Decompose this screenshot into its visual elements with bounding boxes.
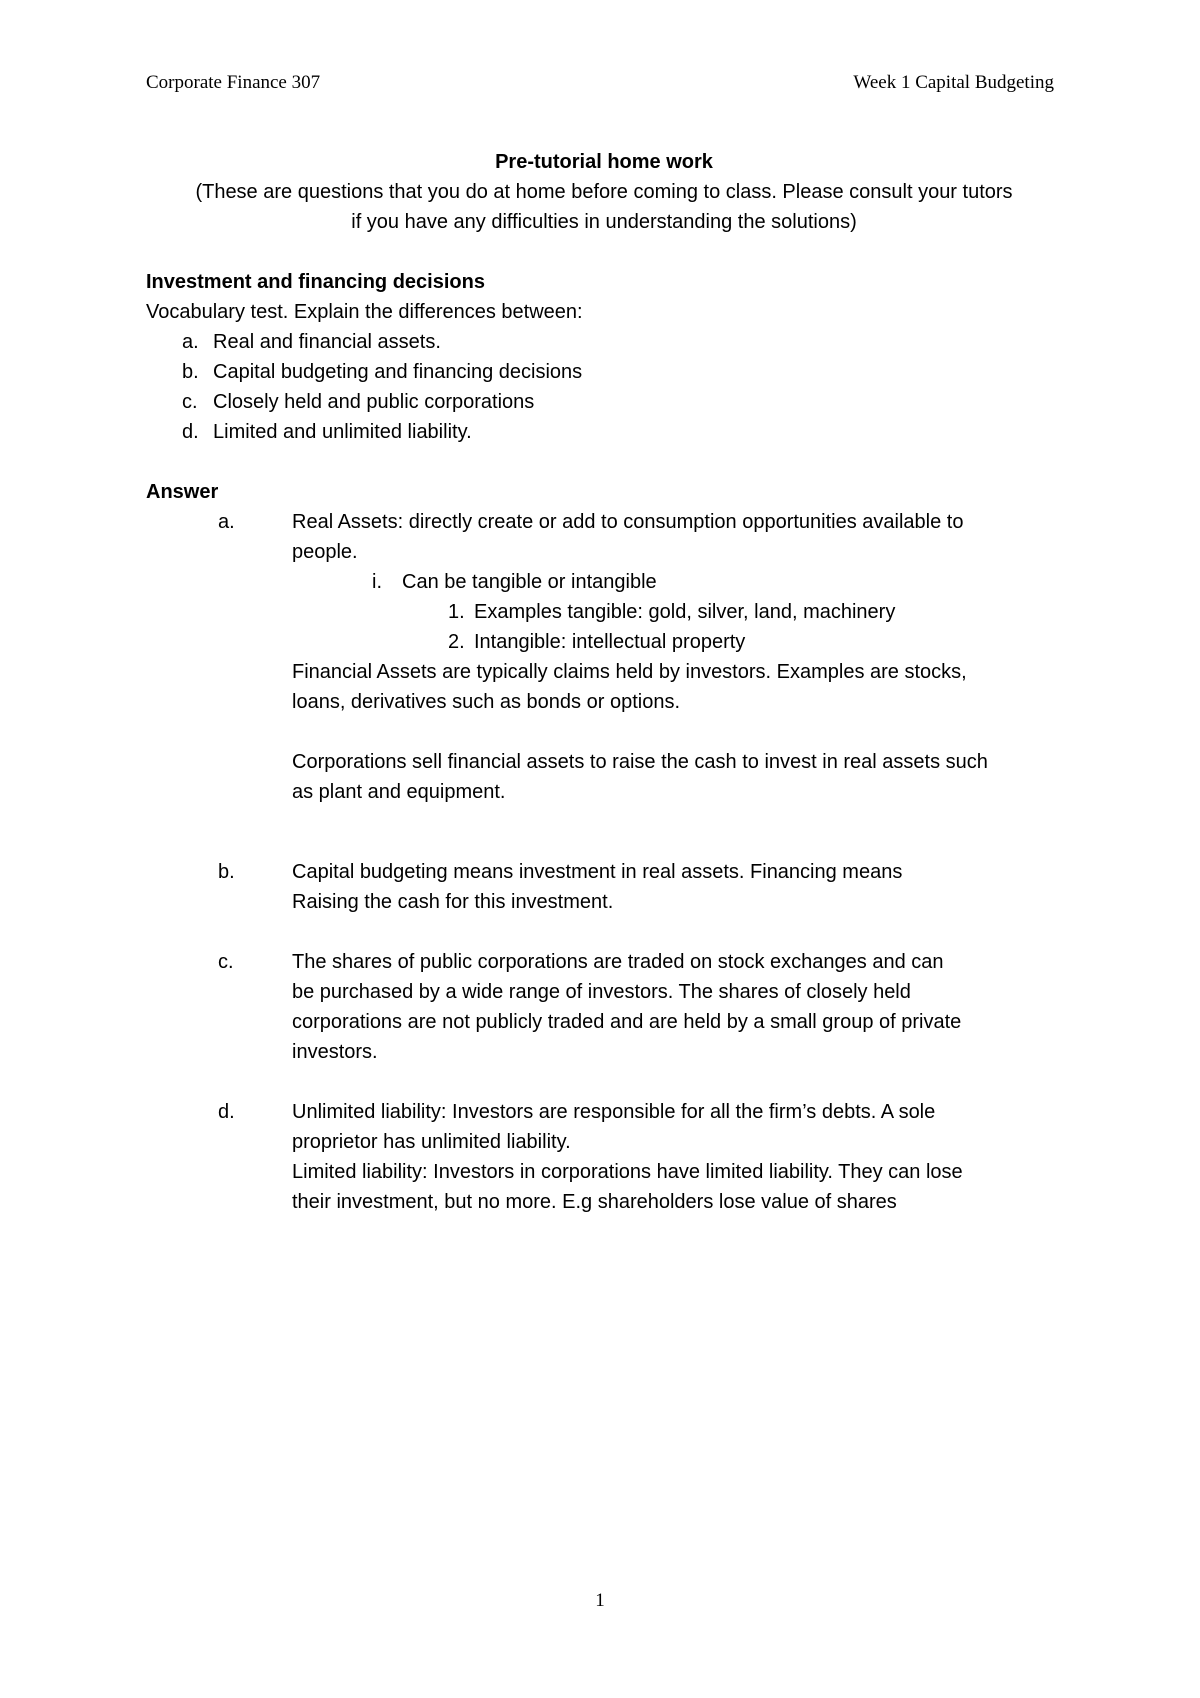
answer-a-sub-1	[146, 597, 1062, 627]
header-week: Week 1 Capital Budgeting	[853, 72, 1054, 93]
answer-a-line-2: people.	[292, 541, 358, 563]
answer-d-line-2: proprietor has unlimited liability.	[292, 1131, 571, 1153]
answer-d-line-3: Limited liability: Investors in corporations have limited liability. They can lose	[292, 1161, 963, 1183]
question-d	[146, 417, 1062, 447]
question-marker: d.	[182, 421, 199, 443]
answer-c-line-2: be purchased by a wide range of investors. The shares of closely held	[292, 981, 911, 1003]
financial-line-2: loans, derivatives such as bonds or options.	[292, 691, 680, 713]
question-a	[146, 327, 1062, 357]
answer-marker: a.	[218, 511, 235, 533]
answer-c-line-1: The shares of public corporations are traded on stock exchanges and can	[292, 951, 944, 973]
subtitle-line-2: if you have any difficulties in understanding the solutions)	[351, 211, 857, 233]
answer-b-line-2: Raising the cash for this investment.	[292, 891, 614, 913]
question-marker: c.	[182, 391, 198, 413]
sub-text: Intangible: intellectual property	[474, 631, 746, 653]
question-text: Limited and unlimited liability.	[213, 421, 472, 443]
corporations-line-1: Corporations sell financial assets to raise the cash to invest in real assets such	[292, 751, 988, 773]
answer-b-line-1: Capital budgeting means investment in real assets. Financing means	[292, 861, 903, 883]
question-text: Capital budgeting and financing decisions	[213, 361, 583, 383]
question-text: Closely held and public corporations	[213, 391, 535, 413]
sub-marker: i.	[372, 571, 382, 593]
question-marker: b.	[182, 361, 199, 383]
answer-a-line-1: Real Assets: directly create or add to consumption opportunities available to	[292, 511, 964, 533]
answer-c	[146, 947, 1062, 1067]
question-marker: a.	[182, 331, 199, 353]
header-course: Corporate Finance 307	[146, 72, 321, 93]
sub-text: Examples tangible: gold, silver, land, machinery	[474, 601, 896, 623]
page-title: Pre-tutorial home work	[495, 151, 713, 173]
answer-marker: d.	[218, 1101, 235, 1123]
subtitle-line-1: (These are questions that you do at home before coming to class. Please consult your tutors	[195, 181, 1013, 203]
question-text: Real and financial assets.	[213, 331, 441, 353]
sub-text: Can be tangible or intangible	[402, 571, 657, 593]
answer-a-sub-i	[146, 567, 1062, 597]
answer-d	[146, 1097, 1062, 1217]
section-heading: Investment and financing decisions	[146, 271, 485, 293]
answer-heading: Answer	[146, 481, 219, 503]
answer-marker: c.	[218, 951, 234, 973]
answer-a-sub-2	[146, 627, 1062, 657]
corporations-line-2: as plant and equipment.	[292, 781, 506, 803]
sub-marker: 1.	[448, 601, 465, 623]
question-b	[146, 357, 1062, 387]
answer-a-corporations	[146, 747, 1062, 807]
answer-c-line-3: corporations are not publicly traded and are held by a small group of private	[292, 1011, 962, 1033]
page-number: 1	[595, 1590, 605, 1611]
section-intro: Vocabulary test. Explain the differences between:	[146, 301, 583, 323]
document-body	[146, 147, 1062, 1217]
question-c	[146, 387, 1062, 417]
answer-marker: b.	[218, 861, 235, 883]
answer-c-line-4: investors.	[292, 1041, 378, 1063]
sub-marker: 2.	[448, 631, 465, 653]
financial-line-1: Financial Assets are typically claims held by investors. Examples are stocks,	[292, 661, 967, 683]
answer-b	[146, 857, 1062, 917]
answer-a	[146, 507, 1062, 567]
answer-d-line-4: their investment, but no more. E.g shareholders lose value of shares	[292, 1191, 897, 1213]
answer-d-line-1: Unlimited liability: Investors are responsible for all the firm’s debts. A sole	[292, 1101, 936, 1123]
answer-a-financial	[146, 657, 1062, 717]
